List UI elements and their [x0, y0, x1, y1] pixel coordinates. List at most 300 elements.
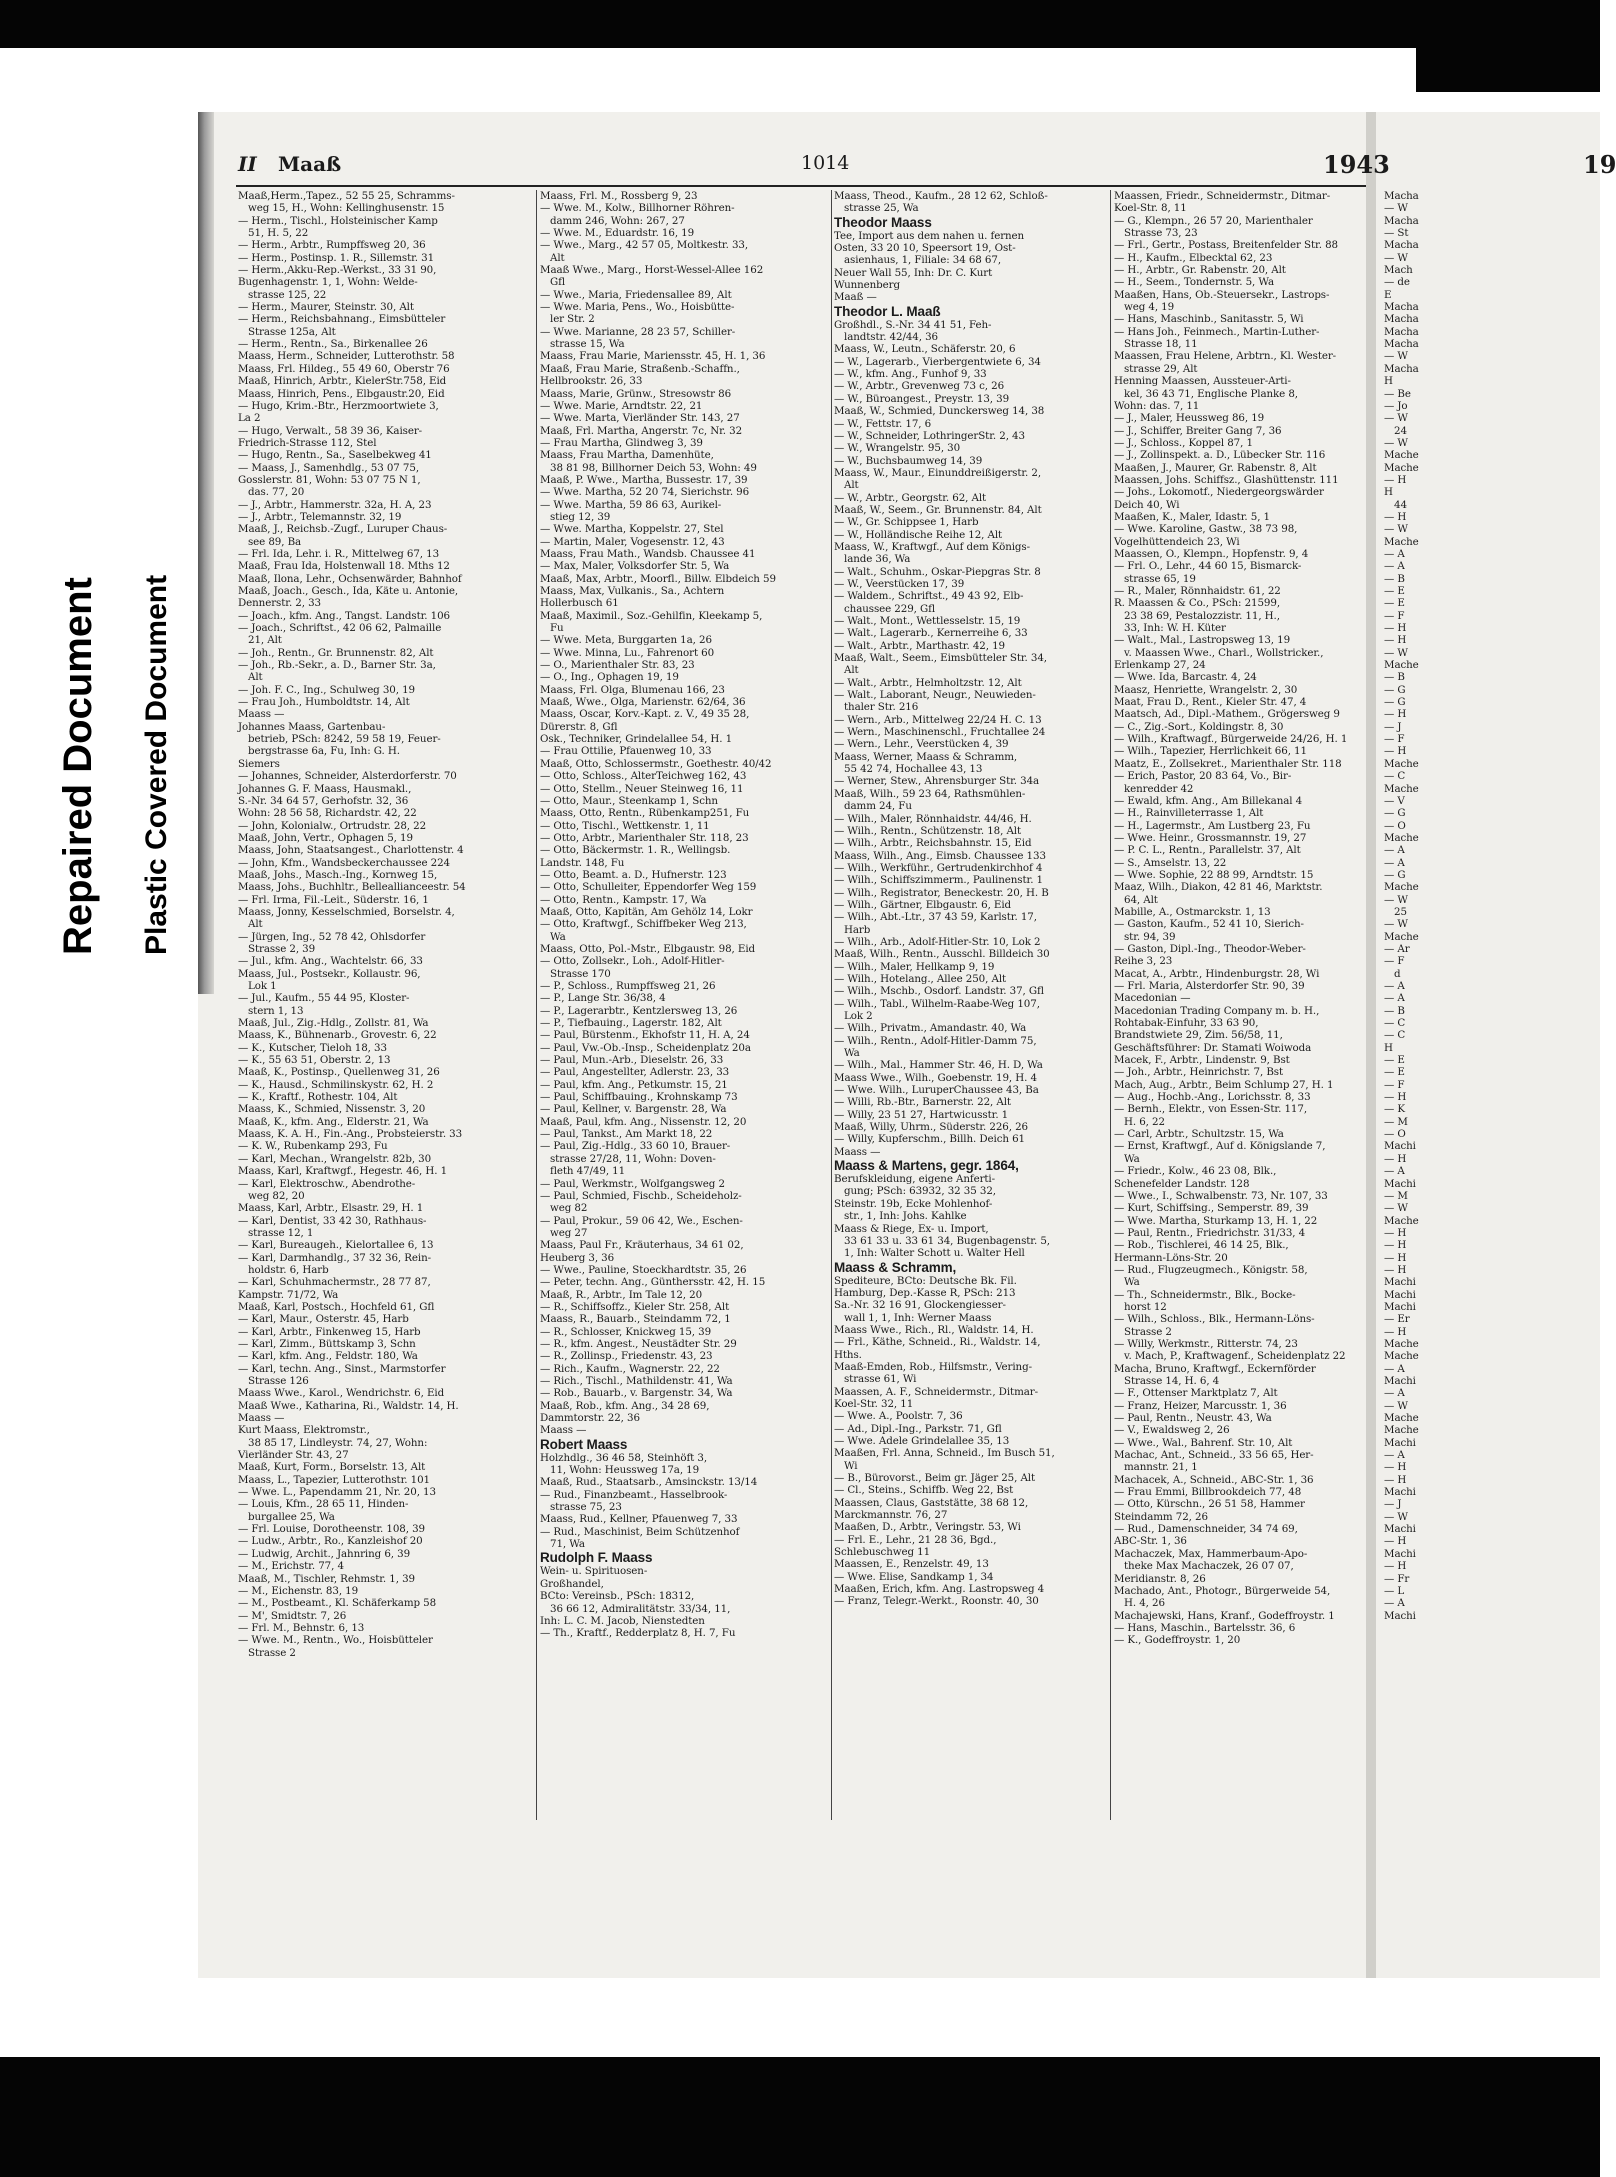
directory-entry: — K: [1384, 1103, 1405, 1116]
directory-entry: weg 27: [550, 1226, 588, 1239]
directory-entry: — A: [1384, 1165, 1405, 1178]
directory-entry: — V., Ewaldsweg 2, 26: [1114, 1424, 1230, 1437]
directory-entry: — S., Amselstr. 13, 22: [1114, 856, 1227, 869]
directory-entry: — J., Arbtr., Hammerstr. 32a, H. A, 23: [238, 498, 432, 511]
directory-entry: — Louis, Kfm., 28 65 11, Hinden-: [238, 1498, 409, 1511]
directory-entry: Maaßen, Erich, kfm. Ang. Lastropsweg 4: [834, 1583, 1045, 1596]
directory-entry: — Joach., Schriftst., 42 06 62, Palmaille: [238, 622, 442, 635]
directory-entry: — J., Maler, Heussweg 86, 19: [1114, 412, 1265, 425]
directory-entry: 1, Inh: Walter Schott u. Walter Hell: [844, 1247, 1025, 1260]
directory-entry: gung; PSch: 63932, 32 35 32,: [844, 1185, 996, 1198]
directory-entry: wall 1, 1, Inh: Werner Maass: [844, 1311, 992, 1324]
directory-entry: Maass, Max, Vulkanis., Sa., Achtern: [540, 585, 725, 597]
directory-entry: — Wwe. Adele Grindelallee 35, 13: [834, 1435, 1010, 1447]
directory-entry: H: [1384, 486, 1393, 499]
directory-entry: Maass, Hinrich, Pens., Elbgaustr.20, Eid: [238, 387, 445, 400]
directory-entry: Maassen, Claus, Gaststätte, 38 68 12,: [834, 1496, 1029, 1509]
directory-entry: Strasse 73, 23: [1124, 227, 1198, 240]
directory-entry: — Wwe., Marg., 42 57 05, Moltkestr. 33,: [540, 239, 749, 252]
directory-entry: — Wern., Arb., Mittelweg 22/24 H. C. 13: [834, 713, 1042, 726]
directory-entry: Mache: [1384, 1350, 1419, 1363]
directory-entry: holdstr. 6, Harb: [248, 1263, 329, 1276]
directory-entry: — P. C. L., Rentn., Parallelstr. 37, Alt: [1114, 844, 1301, 857]
directory-entry: — E: [1384, 585, 1405, 597]
directory-entry: Maaß, Johs., Masch.-Ing., Kornweg 15,: [238, 868, 438, 881]
column-divider: [1110, 190, 1111, 1820]
directory-entry: Henning Maassen, Aussteuer-Arti-: [1114, 375, 1291, 388]
directory-entry: — H: [1384, 708, 1407, 721]
directory-entry: Maass, Otto, Pol.-Mstr., Elbgaustr. 98, Eid: [540, 942, 756, 955]
directory-entry: — Wilh., Tabl., Wilhelm-Raabe-Weg 107,: [834, 997, 1040, 1010]
column-5-partial: [1384, 190, 1594, 1622]
directory-entry: Dürerstr. 8, Gfl: [540, 720, 618, 733]
directory-entry: Dennerstr. 2, 33: [238, 597, 321, 610]
directory-entry: — R., kfm. Angest., Neustädter Str. 29: [540, 1337, 737, 1350]
directory-entry: — H: [1384, 622, 1407, 635]
header-rule: [236, 185, 1366, 187]
directory-entry: — Wwe. Minna, Lu., Fahrenort 60: [540, 646, 715, 659]
directory-entry: Wohn: das. 7, 11: [1114, 399, 1200, 412]
directory-entry: 36 66 12, Admiralitätstr. 33/34, 11,: [550, 1602, 731, 1615]
directory-entry: — Paul, Kellner, v. Bargenstr. 28, Wa: [540, 1103, 727, 1116]
directory-entry: Strasse 2: [1124, 1325, 1172, 1338]
directory-entry: — W., kfm. Ang., Funhof 9, 33: [834, 368, 987, 381]
directory-entry: — Frl. Maria, Alsterdorfer Str. 90, 39: [1114, 980, 1305, 992]
directory-entry: — F: [1384, 733, 1405, 746]
directory-entry: — Wwe. Heinr., Grossmannstr. 19, 27: [1114, 831, 1307, 844]
directory-entry: — Ludw., Arbtr., Ro., Kanzleishof 20: [238, 1535, 423, 1548]
directory-entry: — Aug., Hochb.-Ang., Lorichsstr. 8, 33: [1114, 1091, 1311, 1104]
directory-entry: Maass, Jonny, Kesselschmied, Borselstr. 4,: [238, 905, 455, 918]
directory-entry: — Wwe. Marie, Arndtstr. 22, 21: [540, 399, 703, 412]
directory-entry: Maass & Riege, Ex- u. Import,: [834, 1222, 989, 1235]
directory-entry: Maass, Frau Martha, Damenhüte,: [540, 449, 714, 462]
directory-entry: — Wilh., Schloss., Blk., Hermann-Löns-: [1114, 1313, 1315, 1326]
directory-entry: — Wwe. Maria, Pens., Wo., Hoisbütte-: [540, 301, 735, 314]
directory-entry: — W., Wrangelstr. 95, 30: [834, 442, 961, 455]
next-page-year: 19: [1583, 150, 1616, 179]
directory-entry: — E: [1384, 1054, 1405, 1067]
directory-entry: — R., Schlosser, Knickweg 15, 39: [540, 1325, 712, 1338]
directory-entry: — Hugo, Rentn., Sa., Saselbekweg 41: [238, 449, 432, 462]
directory-entry: — Jul., Kaufm., 55 44 95, Kloster-: [238, 992, 410, 1005]
directory-entry: Maaß, Wilh., 59 23 64, Rathsmühlen-: [834, 787, 1026, 800]
directory-entry: H: [1384, 375, 1393, 388]
directory-entry: — Paul, Rentn., Friedrichstr. 31/33, 4: [1114, 1226, 1306, 1239]
directory-entry: — H., Kaufm., Elbecktal 62, 23: [1114, 251, 1273, 264]
directory-entry: — W: [1384, 1399, 1408, 1412]
directory-entry: — R., Maler, Rönnhaidstr. 61, 22: [1114, 585, 1281, 597]
directory-entry: Macha, Bruno, Kraftwgf., Eckernförder: [1114, 1362, 1316, 1375]
directory-entry: — Walt., Laborant, Neugr., Neuwieden-: [834, 689, 1036, 702]
directory-entry: — Otto, Tischl., Wettkenstr. 1, 11: [540, 819, 710, 832]
directory-entry: — Frau Ottilie, Pfauenweg 10, 33: [540, 745, 712, 758]
directory-entry: Kurt Maass, Elektromstr.,: [238, 1424, 370, 1437]
directory-entry: kel, 36 43 71, Englische Planke 8,: [1124, 387, 1298, 400]
directory-entry: — Herm., Arbtr., Rumpffsweg 20, 36: [238, 239, 426, 252]
directory-entry: Machacek, A., Schneid., ABC-Str. 1, 36: [1114, 1473, 1314, 1486]
directory-entry: strasse 65, 19: [1124, 572, 1196, 585]
directory-entry: — A: [1384, 547, 1405, 560]
directory-entry: — Wwe., I., Schwalbenstr. 73, Nr. 107, 33: [1114, 1189, 1328, 1202]
directory-entry: — W: [1384, 1510, 1408, 1523]
directory-entry: — A: [1384, 992, 1405, 1005]
directory-entry: Maass, Wilh., Ang., Eimsb. Chaussee 133: [834, 849, 1046, 862]
directory-entry: Maass —: [238, 708, 285, 721]
directory-entry: — Hans Joh., Feinmech., Martin-Luther-: [1114, 325, 1320, 338]
directory-entry: strasse 125, 22: [248, 288, 327, 301]
directory-entry: burgallee 25, Wa: [248, 1510, 335, 1523]
directory-entry: — Herm., Tischl., Holsteinischer Kamp: [238, 214, 438, 227]
directory-entry: — C: [1384, 1029, 1406, 1042]
directory-entry: R. Maassen & Co., PSch: 21599,: [1114, 597, 1280, 610]
directory-entry: — Otto, Zollsekr., Loh., Adolf-Hitler-: [540, 955, 725, 968]
directory-entry: Maass, Jul., Postsekr., Kollaustr. 96,: [238, 967, 421, 980]
directory-entry: — Cl., Steins., Schiffb. Weg 22, Bst: [834, 1484, 1014, 1497]
binding-edge: [198, 112, 214, 994]
directory-entry: 23 38 69, Pestalozzistr. 11, H.,: [1124, 609, 1280, 622]
directory-entry: Machajewski, Hans, Kranf., Godeffroystr. 1: [1114, 1609, 1335, 1622]
directory-entry: — Paul, Bürstenm., Ekhofstr 11, H. A, 24: [540, 1029, 750, 1042]
directory-entry: Maaßen, K., Maler, Idastr. 5, 1: [1114, 510, 1270, 523]
column-1: [238, 190, 533, 1659]
directory-entry: — Hans, Maschinb., Sanitasstr. 5, Wi: [1114, 313, 1304, 326]
directory-entry: Strasse 125a, Alt: [248, 325, 336, 338]
directory-entry: Vogelhüttendeich 23, Wi: [1114, 535, 1240, 548]
directory-entry: Mache: [1384, 659, 1419, 672]
directory-entry: — Rich., Tischl., Mathildenstr. 41, Wa: [540, 1375, 733, 1387]
directory-entry: — H: [1384, 1226, 1407, 1239]
directory-entry: — Jürgen, Ing., 52 78 42, Ohlsdorfer: [238, 930, 426, 943]
directory-entry: Maat, Frau D., Rent., Kieler Str. 47, 4: [1114, 696, 1307, 709]
directory-entry: bergstrasse 6a, Fu, Inh: G. H.: [248, 745, 400, 758]
directory-entry: Theodor Maass: [834, 214, 932, 230]
directory-entry: — Wwe. Sophie, 22 88 99, Arndtstr. 15: [1114, 868, 1314, 881]
directory-entry: — Frl. Louise, Dorotheenstr. 108, 39: [238, 1523, 425, 1536]
directory-entry: das. 77, 20: [248, 486, 305, 499]
directory-entry: — Wilh., Registrator, Beneckestr. 20, H. B: [834, 886, 1049, 899]
directory-entry: — C: [1384, 1017, 1406, 1030]
directory-entry: — Otto, Kraftwgf., Schiffbeker Weg 213,: [540, 918, 747, 931]
directory-entry: Mache: [1384, 1214, 1419, 1227]
directory-entry: — Bernh., Elektr., von Essen-Str. 117,: [1114, 1103, 1307, 1116]
directory-entry: — W., Lagerarb., Vierbergentwiete 6, 34: [834, 355, 1041, 368]
plastic-label: Plastic Covered Document: [140, 574, 173, 955]
directory-entry: 11, Wohn: Heussweg 17a, 19: [550, 1464, 700, 1477]
directory-entry: — K., Kutscher, Tieloh 18, 33: [238, 1041, 387, 1054]
directory-entry: Wa: [550, 930, 566, 943]
directory-entry: Macha: [1384, 190, 1419, 202]
top-right-black-block: [1416, 48, 1600, 92]
directory-entry: Wa: [1124, 1276, 1140, 1289]
directory-entry: S.-Nr. 34 64 57, Gerhofstr. 32, 36: [238, 794, 409, 807]
directory-entry: Maass, Frl. Olga, Blumenau 166, 23: [540, 683, 725, 696]
directory-entry: Maass Wwe., Karol., Wendrichstr. 6, Eid: [238, 1387, 445, 1400]
directory-entry: — Otto, Stellm., Neuer Steinweg 16, 11: [540, 782, 744, 795]
directory-entry: Maass, K., Bühnenarb., Grovestr. 6, 22: [238, 1029, 437, 1042]
directory-entry: — Gaston, Dipl.-Ing., Theodor-Weber-: [1114, 942, 1306, 955]
directory-entry: — Johannes, Schneider, Alsterdorferstr. 70: [238, 770, 457, 783]
directory-entry: — H: [1384, 510, 1407, 523]
directory-entry: Hths.: [834, 1348, 862, 1361]
directory-entry: Maass, Frau Marie, Mariensstr. 45, H. 1, 36: [540, 350, 766, 363]
directory-entry: Macha: [1384, 239, 1419, 252]
directory-entry: Johannes G. F. Maass, Hausmakl.,: [238, 782, 412, 795]
directory-entry: — J: [1384, 720, 1402, 733]
directory-entry: — A: [1384, 844, 1405, 857]
directory-entry: Rohtabak-Einfuhr, 33 63 90,: [1114, 1017, 1259, 1030]
directory-entry: — John, Kfm., Wandsbeckerchaussee 224: [238, 856, 450, 869]
directory-entry: — Jul., kfm. Ang., Wachtelstr. 66, 33: [238, 955, 423, 968]
directory-entry: — Karl, Darmhandlg., 37 32 36, Rein-: [238, 1251, 431, 1264]
directory-entry: — Gaston, Kaufm., 52 41 10, Sierich-: [1114, 918, 1304, 931]
directory-entry: — Wilh., Arbtr., Reichsbahnstr. 15, Eid: [834, 837, 1032, 850]
directory-entry: — Frau Emmi, Billbrookdeich 77, 48: [1114, 1486, 1302, 1499]
directory-entry: — Paul, Tankst., Am Markt 18, 22: [540, 1128, 713, 1141]
directory-entry: — Karl, Bureaugeh., Kielortallee 6, 13: [238, 1239, 434, 1252]
directory-entry: Alt: [844, 479, 859, 492]
directory-entry: — W: [1384, 251, 1408, 264]
directory-entry: — Otto, Bäckermstr. 1. R., Wellingsb.: [540, 844, 731, 857]
column-divider: [536, 190, 537, 1820]
directory-entry: Fu: [550, 622, 564, 635]
directory-entry: — Wilh., Mschb., Osdorf. Landstr. 37, Gfl: [834, 985, 1044, 998]
directory-entry: Hollerbusch 61: [540, 597, 619, 610]
directory-entry: — Franz, Telegr.-Werkt., Roonstr. 40, 30: [834, 1595, 1039, 1608]
directory-entry: — Frl. Irma, Fil.-Leit., Süderstr. 16, 1: [238, 893, 429, 906]
directory-entry: Maaz, Wilh., Diakon, 42 81 46, Marktstr.: [1114, 881, 1323, 894]
directory-entry: Maaß-Emden, Rob., Hilfsmstr., Vering-: [834, 1360, 1032, 1373]
directory-entry: — Wwe. Elise, Sandkamp 1, 34: [834, 1570, 994, 1583]
directory-entry: Steindamm 72, 26: [1114, 1510, 1208, 1523]
directory-entry: — W., Gr. Schippsee 1, Harb: [834, 516, 979, 529]
directory-entry: — G., Klempn., 26 57 20, Marienthaler: [1114, 214, 1313, 227]
directory-entry: — H., Lagermstr., Am Lustberg 23, Fu: [1114, 819, 1311, 832]
directory-entry: Spediteure, BCto: Deutsche Bk. Fil.: [834, 1274, 1017, 1287]
directory-entry: — P., Lagerarbtr., Kentzlersweg 13, 26: [540, 1004, 738, 1017]
directory-entry: — Karl, Mechan., Wrangelstr. 82b, 30: [238, 1152, 432, 1165]
directory-entry: — Willy, Kupferschm., Billh. Deich 61: [834, 1133, 1025, 1146]
directory-entry: Maaß, Max, Arbtr., Moorfl., Billw. Elbdeich 59: [540, 572, 776, 585]
directory-entry: — Wilh., Privatm., Amandastr. 40, Wa: [834, 1022, 1027, 1035]
directory-entry: Maass —: [834, 1145, 881, 1158]
directory-entry: asienhaus, 1, Filiale: 34 68 67,: [844, 254, 1001, 267]
directory-entry: 24: [1394, 424, 1407, 437]
directory-entry: Maaß Wwe., Marg., Horst-Wessel-Allee 162: [540, 264, 764, 277]
directory-entry: — G: [1384, 807, 1406, 820]
directory-entry: Harb: [844, 923, 871, 936]
directory-entry: Holzhdlg., 36 46 58, Steinhöft 3,: [540, 1451, 708, 1464]
directory-entry: landtstr. 42/44, 36: [844, 331, 938, 344]
column-4: [1114, 190, 1374, 1647]
directory-entry: Maass Wwe., Wilh., Goebenstr. 19, H. 4: [834, 1071, 1037, 1084]
directory-entry: Bugenhagenstr. 1, 1, Wohn: Welde-: [238, 276, 418, 289]
page-header: [238, 150, 1616, 182]
directory-entry: — Joh., Rentn., Gr. Brunnenstr. 82, Alt: [238, 646, 434, 659]
directory-entry: — Wwe., Maria, Friedensallee 89, Alt: [540, 288, 732, 301]
directory-entry: strasse 27/28, 11, Wohn: Doven-: [550, 1152, 716, 1165]
directory-entry: — Wwe. Martha, Koppelstr. 27, Stel: [540, 523, 724, 536]
directory-entry: Macha: [1384, 338, 1419, 351]
directory-entry: — B: [1384, 572, 1405, 585]
directory-entry: — J: [1384, 1498, 1402, 1511]
directory-entry: Wa: [1124, 1152, 1140, 1165]
directory-entry: Machi: [1384, 1375, 1416, 1387]
directory-entry: — Wwe. Marianne, 28 23 57, Schiller-: [540, 325, 736, 338]
directory-entry: Maass & Schramm,: [834, 1259, 957, 1275]
directory-entry: Maaß, Hinrich, Arbtr., KielerStr.758, Eid: [238, 375, 447, 388]
directory-entry: Machaczek, Max, Hammerbaum-Apo-: [1114, 1547, 1308, 1560]
directory-entry: — Wilh., Werkführ., Gertrudenkirchhof 4: [834, 861, 1043, 874]
directory-entry: — H: [1384, 1325, 1407, 1338]
directory-entry: — Werner, Stew., Ahrensburger Str. 34a: [834, 775, 1040, 788]
directory-entry: — Ar: [1384, 942, 1410, 955]
directory-entry: damm 246, Wohn: 267, 27: [550, 214, 685, 227]
directory-entry: Strasse 2, 39: [248, 942, 316, 955]
directory-entry: — Wwe. Karoline, Gastw., 38 73 98,: [1114, 523, 1298, 536]
directory-entry: — Rich., Kaufm., Wagnerstr. 22, 22: [540, 1362, 720, 1375]
directory-entry: Geschäftsführer: Dr. Stamati Woiwoda: [1114, 1041, 1312, 1054]
directory-entry: — P., Lange Str. 36/38, 4: [540, 992, 666, 1005]
directory-entry: — Walt., Arbtr., Marthastr. 42, 19: [834, 639, 1005, 652]
directory-entry: — Otto, Schloss., AlterTeichweg 162, 43: [540, 770, 747, 783]
directory-entry: — Wern., Lehr., Veerstücken 4, 39: [834, 738, 1009, 751]
directory-entry: — Ernst, Kraftwgf., Auf d. Königslande 7,: [1114, 1140, 1326, 1153]
directory-entry: — F: [1384, 955, 1405, 968]
directory-entry: Neuer Wall 55, Inh: Dr. C. Kurt: [834, 266, 993, 279]
directory-entry: — H: [1384, 1461, 1407, 1474]
directory-entry: — Karl, Dentist, 33 42 30, Rathhaus-: [238, 1214, 427, 1227]
directory-entry: Maaß, M., Tischler, Rehmstr. 1, 39: [238, 1572, 415, 1585]
directory-entry: Macha: [1384, 325, 1419, 338]
directory-entry: Steinstr. 19b, Ecke Mohlenhof-: [834, 1197, 993, 1210]
directory-entry: — W., Arbtr., Georgstr. 62, Alt: [834, 491, 987, 504]
directory-entry: Alt: [248, 671, 263, 684]
directory-entry: Maass, L., Tapezier, Lutterothstr. 101: [238, 1473, 430, 1486]
directory-entry: lande 36, Wa: [844, 553, 911, 566]
directory-entry: Macedonian Trading Company m. b. H.,: [1114, 1004, 1320, 1017]
directory-entry: — Wwe. Ida, Barcastr. 4, 24: [1114, 671, 1257, 684]
directory-entry: Maatz, E., Zollsekret., Marienthaler Str. 118: [1114, 757, 1342, 770]
directory-entry: — Otto, Maur., Steenkamp 1, Schn: [540, 794, 718, 807]
directory-entry: — Joh., Arbtr., Heinrichstr. 7, Bst: [1114, 1066, 1284, 1079]
directory-entry: strasse 12, 1: [248, 1226, 314, 1239]
directory-entry: v. Maassen Wwe., Charl., Wollstricker.,: [1124, 646, 1324, 659]
directory-entry: — M., Erichstr. 77, 4: [238, 1560, 344, 1573]
directory-entry: — Wilh., Rentn., Adolf-Hitler-Damm 75,: [834, 1034, 1037, 1047]
directory-entry: strasse 75, 23: [550, 1501, 622, 1514]
directory-entry: — Karl, Schuhmachermstr., 28 77 87,: [238, 1276, 431, 1289]
directory-entry: — V: [1384, 794, 1405, 807]
directory-entry: — Wilh., Arb., Adolf-Hitler-Str. 10, Lok 2: [834, 935, 1041, 948]
directory-entry: Maaß, Frl. Martha, Angerstr. 7c, Nr. 32: [540, 424, 743, 437]
directory-entry: Maassen, E., Renzelstr. 49, 13: [834, 1558, 989, 1571]
directory-entry: — Paul, Vw.-Ob.-Insp., Scheidenplatz 20a: [540, 1041, 751, 1054]
directory-entry: Maass, K. A. H., Fin.-Ang., Probsteierstr. 33: [238, 1128, 463, 1141]
directory-entry: Maaß, W., Schmied, Dunckersweg 14, 38: [834, 405, 1045, 418]
directory-entry: Tee, Import aus dem nahen u. fernen: [834, 229, 1025, 242]
directory-entry: — Wwe. A., Poolstr. 7, 36: [834, 1410, 963, 1423]
directory-entry: Heuberg 3, 36: [540, 1251, 615, 1264]
directory-entry: — K., Kraftf., Rothestr. 104, Alt: [238, 1091, 398, 1104]
directory-entry: Mache: [1384, 461, 1419, 474]
directory-entry: Strasse 170: [550, 967, 611, 980]
directory-entry: — Wwe., Wal., Bahrenf. Str. 10, Alt: [1114, 1436, 1293, 1449]
directory-entry: — Wilh., Maler, Hellkamp 9, 19: [834, 960, 995, 973]
directory-entry: — Be: [1384, 387, 1411, 400]
directory-entry: Strasse 18, 11: [1124, 338, 1198, 351]
directory-entry: Maass, Werner, Maass & Schramm,: [834, 750, 1018, 763]
directory-entry: — A: [1384, 1387, 1405, 1400]
directory-entry: strasse 25, Wa: [844, 202, 919, 215]
directory-entry: Maass, Karl, Arbtr., Elsastr. 29, H. 1: [238, 1202, 424, 1215]
directory-entry: Maaßen, Frl. Anna, Schneid., Im Busch 51,: [834, 1447, 1055, 1460]
directory-entry: Gosslerstr. 81, Wohn: 53 07 75 N 1,: [238, 473, 421, 486]
directory-entry: Wunnenberg: [834, 279, 900, 292]
directory-entry: — Otto, Kürschn., 26 51 58, Hammer: [1114, 1498, 1305, 1511]
directory-entry: Mache: [1384, 535, 1419, 548]
directory-entry: Osk., Techniker, Grindelallee 54, H. 1: [540, 733, 733, 746]
directory-entry: — Peter, techn. Ang., Günthersstr. 42, H. 15: [540, 1276, 766, 1289]
directory-entry: — Ad., Dipl.-Ing., Parkstr. 71, Gfl: [834, 1422, 1002, 1435]
directory-entry: — Wwe. M., Eduardstr. 16, 19: [540, 227, 695, 240]
directory-entry: Maass —: [540, 1424, 587, 1437]
directory-entry: Machi: [1384, 1436, 1416, 1449]
directory-entry: — Joh., Rb.-Sekr., a. D., Barner Str. 3a,: [238, 659, 436, 672]
directory-entry: — F: [1384, 1078, 1405, 1091]
directory-entry: Hellbrookstr. 26, 33: [540, 375, 643, 388]
directory-entry: — Wwe. Wilh., LuruperChaussee 43, Ba: [834, 1084, 1039, 1097]
directory-entry: Brandstwiete 29, Zim. 56/58, 11,: [1114, 1029, 1283, 1042]
directory-entry: Maaß, W., Seem., Gr. Brunnenstr. 84, Alt: [834, 503, 1042, 516]
directory-entry: Maaßen, J., Maurer, Gr. Rabenstr. 8, Alt: [1114, 461, 1317, 474]
directory-entry: — H: [1384, 634, 1407, 647]
directory-entry: 55 42 74, Hochallee 43, 13: [844, 763, 983, 776]
directory-entry: — M., Postbeamt., Kl. Schäferkamp 58: [238, 1597, 437, 1610]
directory-entry: Maaß, Ilona, Lehr., Ochsenwärder, Bahnhof: [238, 572, 462, 585]
directory-entry: — A: [1384, 1597, 1405, 1610]
directory-entry: — M', Smidtstr. 7, 26: [238, 1609, 347, 1622]
directory-entry: — W: [1384, 893, 1408, 906]
directory-entry: — A: [1384, 1449, 1405, 1462]
directory-entry: — G: [1384, 868, 1406, 881]
directory-entry: — Paul, kfm. Ang., Petkumstr. 15, 21: [540, 1078, 728, 1091]
directory-entry: — Paul, Rentn., Neustr. 43, Wa: [1114, 1412, 1272, 1425]
directory-entry: BCto: Vereinsb., PSch: 18312,: [540, 1590, 695, 1603]
directory-entry: Meridianstr. 8, 26: [1114, 1572, 1206, 1585]
directory-entry: Maaß, Rud., Staatsarb., Amsinckstr. 13/14: [540, 1476, 758, 1489]
directory-entry: Maass, K., Schmied, Nissenstr. 3, 20: [238, 1103, 426, 1116]
directory-entry: — O., Marienthaler Str. 83, 23: [540, 659, 695, 672]
directory-entry: Macha: [1384, 362, 1419, 375]
directory-entry: — Walt., Arbtr., Helmholtzstr. 12, Alt: [834, 676, 1022, 689]
directory-entry: — W: [1384, 202, 1408, 215]
directory-entry: — Franz, Heizer, Marcusstr. 1, 36: [1114, 1399, 1287, 1412]
directory-entry: — Rud., Flugzeugmech., Königstr. 58,: [1114, 1263, 1308, 1276]
directory-entry: Maaß Wwe., Katharina, Ri., Waldstr. 14, H.: [238, 1399, 459, 1412]
directory-entry: — W: [1384, 523, 1408, 536]
directory-entry: — J., Schiffer, Breiter Gang 7, 36: [1114, 424, 1282, 437]
directory-entry: — B: [1384, 671, 1405, 684]
directory-entry: — Karl, techn. Ang., Sinst., Marmstorfer: [238, 1362, 446, 1375]
directory-entry: Maaß, Frau Marie, Straßenb.-Schaffn.,: [540, 362, 740, 375]
directory-entry: 21, Alt: [248, 634, 282, 647]
page-number: 1014: [801, 152, 850, 174]
directory-entry: — Hugo, Krim.-Btr., Herzmoortwiete 3,: [238, 399, 439, 412]
directory-entry: — A: [1384, 560, 1405, 573]
directory-entry: H. 6, 22: [1124, 1115, 1165, 1128]
directory-entry: d: [1394, 967, 1401, 980]
